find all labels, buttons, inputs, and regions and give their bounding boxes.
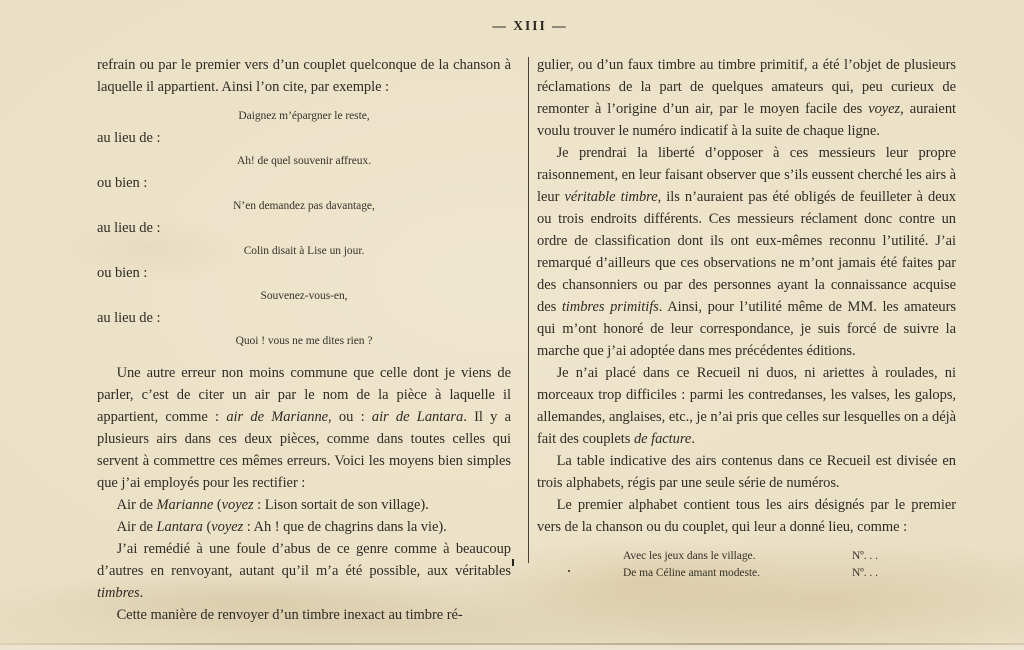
text-run: : Ah ! que de chagrins dans la vie).	[243, 519, 447, 535]
example-number: Nº. . .	[852, 567, 878, 579]
example-row	[623, 548, 956, 565]
text-run: Air de	[116, 519, 157, 535]
italic-run: Marianne	[156, 497, 214, 513]
example-title: Avec les jeux dans le village.	[623, 550, 756, 562]
paragraph	[97, 494, 511, 516]
verse-line: Daignez m’épargner le reste,	[238, 110, 370, 122]
italic-run: de facture	[633, 431, 692, 447]
italic-run: timbres	[97, 585, 140, 601]
air-examples-list	[537, 548, 956, 582]
paragraph	[537, 54, 956, 142]
right-column	[537, 54, 956, 582]
italic-run: timbres primitifs	[561, 299, 659, 315]
verse-line: Colin disait à Lise un jour.	[243, 245, 365, 257]
italic-run: air de Marianne	[226, 409, 329, 425]
example-number: Nº. . .	[852, 550, 878, 562]
paragraph	[97, 362, 511, 494]
text-run: Je prendrai la liberté d’opposer à ces messieurs leur propre raisonnement, en leur faisant observer que s’ils eussent cherché les airs à leur	[537, 145, 957, 205]
verse-line: Souvenez-vous-en,	[260, 290, 348, 302]
text-run: J’ai remédié à une foule d’abus de ce genre comme à beaucoup d’autres en renvoyant, autant qu’il m’a été possible, aux véritables	[97, 541, 511, 579]
ink-speck	[512, 559, 514, 566]
verse-line: Ah! de quel souvenir affreux.	[236, 155, 372, 167]
example-row	[623, 565, 956, 582]
text-run: , ils n’auraient pas été obligés de feuilleter à deux ou trois endroits différents. Ces messieurs réclament donc contre un ordre de classification dont ils ont eux-mêmes reconnu l’utilité. J’ai remarqué d’ailleurs que ces observations ne m’ont jamais été faites par des chansonniers ou par des personnes ayant la connaissance acquise des	[537, 189, 956, 315]
verse-line: Quoi ! vous ne me dites rien ?	[235, 335, 373, 347]
example-title: De ma Céline amant modeste.	[623, 567, 760, 579]
text-run: .	[139, 585, 144, 601]
left-column	[97, 54, 511, 626]
cue-label: ou bien :	[97, 175, 148, 191]
paragraph	[97, 538, 511, 604]
paragraph	[537, 362, 956, 450]
cue-label: ou bien :	[97, 265, 148, 281]
page-number	[36, 18, 1024, 34]
text-run: Je n’ai placé dans ce Recueil ni duos, ni ariettes à roulades, ni morceaux trop difficiles : parmi les contredanses, les valses, les galops, allemandes, anglaises, etc., je n’ai pris que celles sur lesquelles on a déjà fait des couplets	[537, 365, 956, 447]
verse-line: N’en demandez pas davantage,	[233, 200, 375, 212]
italic-run: air de Lantara	[371, 409, 464, 425]
paragraph	[537, 142, 956, 362]
paragraph	[97, 516, 511, 538]
text-run: : Lison sortait de son village).	[253, 497, 429, 513]
ink-speck	[568, 570, 570, 572]
italic-run: Lantara	[156, 519, 203, 535]
italic-run: voyez	[868, 101, 901, 117]
column-divider-rule	[528, 57, 529, 563]
cue-label: au lieu de :	[97, 130, 161, 146]
text-run: , auraient voulu trouver le numéro indicatif à la suite de chaque ligne.	[537, 101, 956, 139]
text-run: .	[691, 431, 695, 447]
italic-run: voyez	[211, 519, 244, 535]
cue-label: au lieu de :	[97, 310, 161, 326]
paragraph: Le premier alphabet contient tous les airs désignés par le premier vers de la chanson ou du couplet, qui leur a donné lieu, comme :	[537, 497, 956, 535]
italic-run: véritable timbre	[564, 189, 658, 205]
paragraph-intro: refrain ou par le premier vers d’un couplet quelconque de la chanson à laquelle il appartient. Ainsi l’on cite, par exemple :	[97, 57, 511, 95]
page-number-text: — XIII —	[492, 18, 568, 33]
paragraph: Cette manière de renvoyer d’un timbre inexact au timbre ré-	[116, 607, 463, 623]
text-run: (	[213, 497, 222, 513]
paragraph: La table indicative des airs contenus dans ce Recueil est divisée en trois alphabets, régis par une seule série de numéros.	[537, 453, 956, 491]
text-run: , ou :	[328, 409, 372, 425]
text-run: Une autre erreur non moins commune que celle dont je viens de parler, c’est de citer un air par le nom de la pièce à laquelle il appartient, comme :	[97, 365, 511, 425]
italic-run: voyez	[221, 497, 254, 513]
text-run: . Ainsi, pour l’utilité même de MM. les amateurs qui m’ont honoré de leur correspondance, je suis forcé de suivre la marche que j’ai adoptée dans mes précédentes éditions.	[537, 299, 956, 359]
paper-bottom-edge	[0, 645, 1024, 650]
text-run: Air de	[116, 497, 157, 513]
text-run: (	[202, 519, 212, 535]
text-run: gulier, ou d’un faux timbre au timbre primitif, a été l’objet de plusieurs réclamations de la part de quelques amateurs qui, peu curieux de remonter à l’origine d’un air, par le moyen facile des	[537, 57, 956, 117]
text-run: . Il y a plusieurs airs dans ces deux pièces, comme dans toutes celles qui servent à commettre ces mêmes erreurs. Voici les moyens bien simples que j’ai employés pour les rectifier :	[97, 409, 511, 491]
cue-label: au lieu de :	[97, 220, 161, 236]
